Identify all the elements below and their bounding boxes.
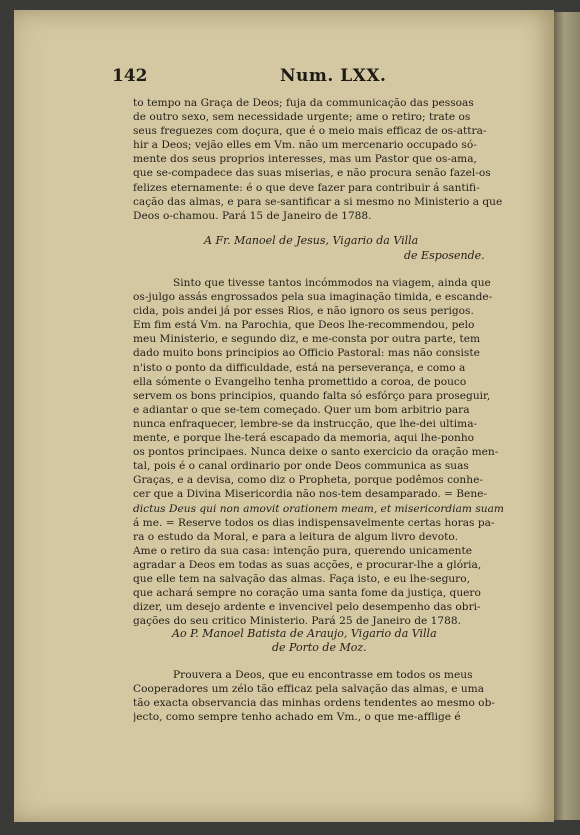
- text-line: mente dos seus proprios interesses, mas um Pastor que os-ama,: [133, 153, 477, 166]
- text-line: Sinto que tivesse tantos incómmodos na viagem, ainda que: [173, 277, 491, 289]
- letter-heading-1-line-2: de Esposende.: [404, 249, 485, 262]
- text-line: seus freguezes com doçura, que é o meio mais efficaz de os-attra-: [133, 125, 487, 138]
- text-line: nunca enfraquecer, lembre-se da instrucção, que lhe-dei ultima-: [133, 417, 478, 430]
- letter-body-continued: [133, 96, 517, 223]
- text-line: gações do seu critico Ministerio. Pará 25 de Janeiro de 1788.: [133, 615, 461, 628]
- text-line: agradar a Deos em todas as suas acções, e procurar-lhe a glória,: [133, 558, 482, 571]
- text-line: cação das almas, e para se-santificar a si mesmo no Ministerio a que: [133, 195, 503, 208]
- text-line: ella sómente o Evangelho tenha promettido a coroa, de pouco: [133, 375, 467, 388]
- text-line: cida, pois andei já por esses Rios, e não ignoro os seus perigos.: [133, 305, 474, 318]
- text-line: Cooperadores um zélo tão efficaz pela salvação das almas, e uma: [133, 683, 485, 696]
- text-line: que achará sempre no coração uma santa fome da justiça, quero: [133, 587, 481, 600]
- text-line: os-julgo assás engrossados pela sua imaginação timida, e escande-: [133, 291, 493, 304]
- letter-heading-2-line-2: de Porto de Moz.: [272, 641, 367, 654]
- text-line: Deos o-chamou. Pará 15 de Janeiro de 1788.: [133, 209, 372, 222]
- text-line: os pontos principaes. Nunca deixe o santo exercicio da oração men-: [133, 446, 499, 459]
- text-line: Graças, e a devisa, como diz o Propheta, porque podêmos conhe-: [133, 474, 483, 487]
- text-line-latin: dictus Deus qui non amovit orationem meam, et misericordiam suam: [133, 502, 504, 515]
- text-line: de outro sexo, sem necessidade urgente; ame o retiro; trate os: [133, 111, 471, 124]
- text-line: Em fim está Vm. na Parochia, que Deos lhe-recommendou, pelo: [133, 319, 475, 332]
- text-line: n'isto o ponto da difficuldade, está na perseverança, e como a: [133, 361, 466, 374]
- text-line: dado muito bons principios ao Officio Pastoral: mas não consiste: [133, 347, 480, 360]
- text-line: cer que a Divina Misericordia não nos-tem desamparado. = Bene-: [133, 488, 487, 501]
- page-header: [112, 66, 512, 90]
- text-line: to tempo na Graça de Deos; fuja da communicação das pessoas: [133, 97, 474, 109]
- letter-heading-1-line-1: A Fr. Manoel de Jesus, Vigario da Villa: [204, 234, 419, 247]
- text-line: tal, pois é o canal ordinario por onde Deos communica as suas: [133, 460, 469, 473]
- text-line: e adiantar o que se-tem começado. Quer um bom arbitrio para: [133, 403, 470, 416]
- text-line: tão exacta observancia das minhas ordens tendentes ao mesmo ob-: [133, 697, 495, 710]
- text-line: Ame o retiro da sua casa: intenção pura, querendo unicamente: [133, 544, 472, 557]
- text-line: mente, e porque lhe-terá escapado da memoria, aqui lhe-ponho: [133, 432, 475, 445]
- text-line: que elle tem na salvação das almas. Faça isto, e eu lhe-seguro,: [133, 572, 470, 585]
- text-line: Prouvera a Deos, que eu encontrasse em todos os meus: [173, 669, 473, 681]
- book-spine-edge: [554, 12, 580, 820]
- letter-body-esposende: [133, 276, 517, 628]
- text-line: meu Ministerio, e segundo diz, e me-consta por outra parte, tem: [133, 333, 481, 346]
- text-line: á me. = Reserve todos os dias indispensavelmente certas horas pa-: [133, 516, 495, 529]
- text-line: que se-compadece das suas miserias, e não procura senão fazel-os: [133, 167, 491, 180]
- letter-heading-2-line-1: Ao P. Manoel Batista de Araujo, Vigario da Villa: [172, 627, 437, 640]
- text-line: ra o estudo da Moral, e para a leitura de algum livro devoto.: [133, 530, 458, 543]
- text-line: felizes eternamente: é o que deve fazer para contribuir á santifi-: [133, 181, 480, 194]
- text-line: jecto, como sempre tenho achado em Vm., o que me-afflige é: [133, 711, 461, 724]
- text-line: dizer, um desejo ardente e invencivel pelo desempenho das obri-: [133, 601, 481, 614]
- page-number: 142: [112, 66, 148, 86]
- text-line: servem os bons principios, quando falta só esfórço para proseguir,: [133, 389, 491, 402]
- text-line: hir a Deos; vejão elles em Vm. não um mercenario occupado só-: [133, 139, 477, 152]
- letter-number-label: Num. LXX.: [280, 66, 387, 86]
- letter-body-porto-de-moz: [133, 668, 517, 724]
